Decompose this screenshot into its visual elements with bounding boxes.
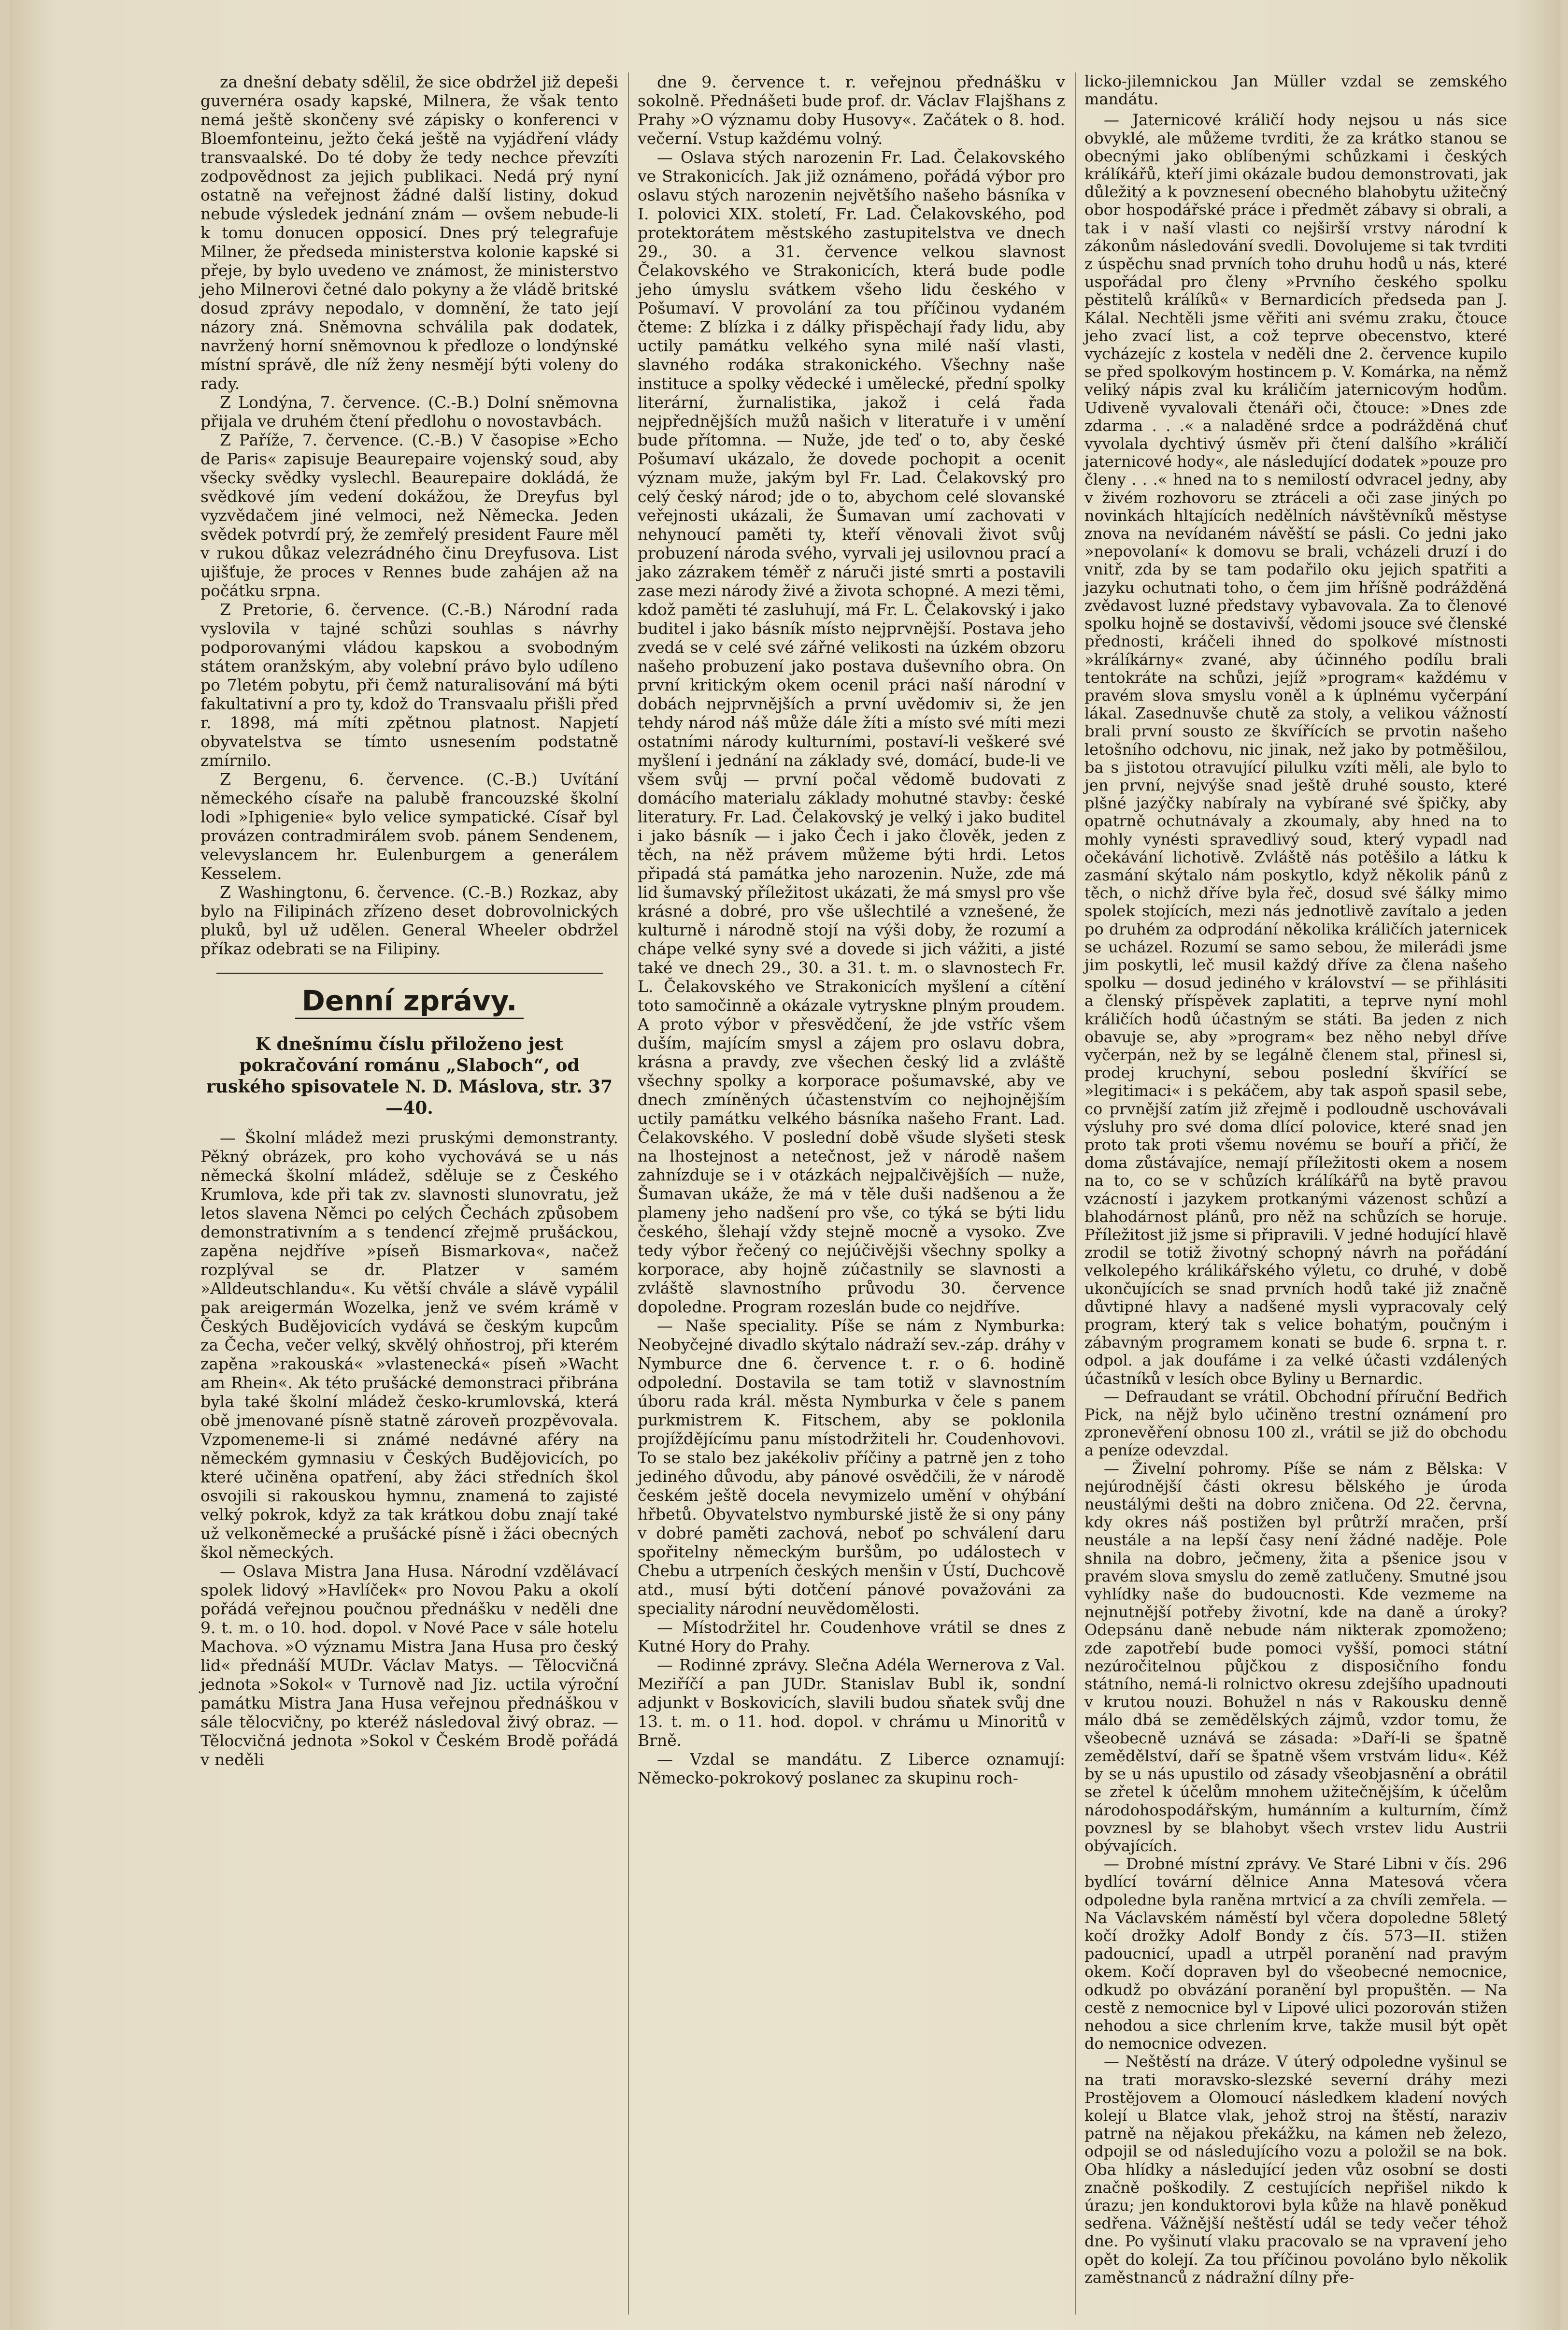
news-item-specialities: — Naše speciality. Píše se nám z Nymburka: Neobyčejné divadlo skýtalo nádraží sev.-záp. dráhy v Nymburce dne 6. července t. r. o 6. hodině odpolední. Dostavila se tam totiž v slavnostním úboru rada král. města Nymburka v čele s panem purkmistrem K. Fitschem, aby se poklonila projíždějícímu panu místodržiteli hr. Coudenhovovi. To se stalo bez jakékoliv příčiny a patrně jen z toho jediného důvodu, aby pánové osvědčili, že v národě českém ještě docela nevymizelo umění v ohýbání hřbetů. Obyvatelstvo nymburské jistě že si ony pány v dobré paměti zachová, neboť po schválení daru spořitelny německým buršům, po událostech v Chebu a utrpeních českých menšin v Ústí, Duchcově atd., musí býti dotčení pánové považováni za speciality národní neuvědomělosti.: [638, 1316, 1065, 1618]
column-3: [1084, 72, 1507, 2287]
news-item-celakovsky: — Oslava stých narozenin Fr. Lad. Čelakovského ve Strakonicích. Jak již oznámeno, pořádá výbor pro oslavu stých narozenin největšího našeho básníka v I. polovici XIX. století, Fr. Lad. Čelakovského, pod protektorátem městského zastupitelstva ve dnech 29., 30. a 31. července velkou slavnost Čelakovského ve Strakonicích, která bude podle jeho úmyslu svátkem všeho lidu českého v Pošumaví. V provolání za tou příčinou vydaném čteme: Z blízka i z dálky přispěchají řady lidu, aby uctily památku velkého syna milé naší vlasti, slavného rodáka strakonického. Všechny naše instituce a spolky vědecké i umělecké, přední spolky literární, žurnalistika, jakož i celá řada nejpřednějších mužů našich v literatuře i v umění bude přítomna. — Nuže, jde teď o to, aby české Pošumaví ukázalo, že dovede pochopit a ocenit význam muže, jakým byl Fr. Lad. Čelakovský pro celý český národ; jde o to, abychom celé slovanské veřejnosti ukázali, že Šumavan umí zachovati v nehynoucí paměti ty, kteří věnovali život svůj probuzení národa svého, vyrvali jej usilovnou prací a jako zázrakem téměř z náruči jisté smrti a postavili zase mezi národy živé a života schopné. A mezi těmi, kdož paměti té zasluhují, má Fr. L. Čelakovský i jako buditel i jako básník místo nejprvnější. Postava jeho zvedá se v celé své zářné velikosti na úzkém obzoru našeho probuzení jako postava duševního obra. On první kritickým okem ocenil práci naší národní v dobách nejprvnějších a první uvědomiv si, že jen tehdy národ náš může dále žíti a místo své míti mezi ostatními národy kulturními, postaví-li veškeré své myšlení i jednání na základy své, domácí, bude-li ve všem svůj — první počal vědomě budovati z domácího materialu základy mohutné stavby: české literatury. Fr. Lad. Čelakovský je velký i jako buditel i jako básník — i jako Čech i jako člověk, jeden z těch, na něž právem můžeme býti hrdi. Letos připadá stá památka jeho narozenin. Nuže, zde má lid šumavský příležitost ukázati, že má smysl pro vše krásné a dobré, pro vše ušlechtilé a vznešené, že kulturně i národně stojí na výši doby, že rozumí a chápe velké syny své a dovede si jich vážiti, a jisté také ve dnech 29., 30. a 31. t. m. o slavnostech Fr. L. Čelakovského ve Strakonicích myšlení a cítění toto samočinně a okázale vytryskne plným proudem. A proto výbor v přesvědčení, že jde vstříc všem duším, majícím smysl a zájem pro oslavu dobra, krásna a pravdy, zve všechen český lid a zvláště všechny spolky a korporace pošumavské, aby ve dnech zmíněných účastenstvím co nejhojnějším uctily památku velkého básníka našeho Frant. Lad. Čelakovského. V poslední době všude slyšeti stesk na lhostejnost a netečnost, jež v národě našem zahnízduje se i v otázkách nejpalčivějších — nuže, Šumavan ukáže, že má v těle duši nadšenou a že plameny jeho nadšení pro vše, co týká se býti lidu českého, šlehají vždy stejně mocně a vysoko. Zve tedy výbor řečený co nejúčivějši všechny spolky a korporace, aby hojně zúčastnily se slavnosti a zvláště slavnostního průvodu 30. července dopoledne. Program rozeslán bude co nejdříve.: [638, 148, 1065, 1316]
article-paragraph: licko-jilemnickou Jan Müller vzdal se zemského mandátu.: [1084, 72, 1507, 109]
news-item-local: — Drobné místní zprávy. Ve Staré Libni v čís. 296 bydlící tovární dělnice Anna Matesová včera odpoledne byla raněna mrtvicí a za chvíli zemřela. — Na Václavském náměstí byl včera dopoledne 58letý kočí drožky Adolf Bondy z čís. 573—II. stižen padoucnicí, upadl a utrpěl poranění nad pravým okem. Kočí dopraven byl do všeobecné nemocnice, odkudž po obvázání poranění byl propuštěn. — Na cestě z nemocnice byl v Lipové ulici pozorován stižen nehodou a sice chrlením krve, takže musil být opět do nemocnice odvezen.: [1084, 1855, 1507, 2053]
article-paragraph: dne 9. července t. r. veřejnou přednášku v sokolně. Přednášeti bude prof. dr. Václav Flajšhans z Prahy »O významu doby Husovy«. Začátek o 8. hod. večerní. Vstup každému volný.: [638, 72, 1065, 148]
news-item-hus-celebration: — Oslava Mistra Jana Husa. Národní vzdělávací spolek lidový »Havlíček« pro Novou Paku a okolí pořádá veřejnou poučnou přednášku v neděli dne 9. t. m. o 10. hod. dopol. v Nové Pace v sále hotelu Machova. »O významu Mistra Jana Husa pro český lid« přednáší MUDr. Václav Matys. — Tělocvičná jednota »Sokol« v Turnově nad Jiz. uctila výroční památku Mistra Jana Husa veřejnou přednáškou v sále tělocvičny, po kteréž následoval živý obraz. — Tělocvičná jednota »Sokol v Českém Brodě pořádá v neděli: [200, 1562, 618, 1769]
news-item-railway: — Neštěstí na dráze. V úterý odpoledne vyšinul se na trati moravsko-slezské severní dráhy mezi Prostějovem a Olomoucí následkem kladení nových kolejí u Blatce vlak, jehož stroj na štěstí, naraziv patrně na nějakou překážku, na kámen neb železo, odpojil se od následujícího vozu a položil se na bok. Oba hlídky a následující jeden vůz osobní se dosti značně poškodily. Z cestujících nepřišel nikdo k úrazu; jen konduktorovi byla kůže na hlavě poněkud sedřena. Vážnější neštěstí udál se tedy večer téhož dne. Po vyšinutí vlaku pracovalo se na vpravení jeho opět do kolejí. Za tou příčinou povoláno bylo několik zaměstnanců z nádražní dílny pře-: [1084, 2052, 1507, 2287]
newspaper-page: [10, 0, 1560, 2330]
news-item-washington: Z Washingtonu, 6. července. (C.-B.) Rozkaz, aby bylo na Filipinách zřízeno deset dobrovolnických pluků, byl už udělen. General Wheeler obdržel příkaz odebrati se na Filipiny.: [200, 883, 618, 958]
section-title: Denní zprávy.: [295, 984, 524, 1019]
news-item-school-youth: — Školní mládež mezi pruskými demonstranty. Pěkný obrázek, pro koho vychovává se u nás německá školní mládež, sděluje se z Českého Krumlova, kde při tak zv. slavnosti slunovratu, jež letos slavena Němci po celých Čechách způsobem demonstrativním a s tendencí zřejmě prušáckou, zapěna nejdříve »píseň Bismarkova«, načež rozplýval se dr. Platzer v samém »Alldeutschlandu«. Ku větší chvále a slávě vypálil pak areigermán Wozelka, jenž ve svém krámě v Českých Budějovicích vydává se českým kupcům za Čecha, večer velký, skvělý ohňostroj, při kterém zapěna »rakouská« »vlastenecká« píseň »Wacht am Rhein«. Ak této prušácké demonstraci přibrána byla také školní mládež česko-krumlovská, která obě jmenované písně statně zároveň prozpěvovala. Vzpomeneme-li si známé nedávné aféry na německém gymnasiu v Českých Budějovicích, po které učiněna opatření, aby žáci středních škol osvojili si rakouskou hymnu, znamená to zajisté velký pokrok, když za tak krátkou dobu znají také už velkoněmecké a prušácké písně i žáci obecných škol německých.: [200, 1128, 618, 1562]
column-1: [200, 72, 618, 1769]
news-item-pretoria: Z Pretorie, 6. července. (C.-B.) Národní rada vyslovila v tajné schůzi souhlas s návrhy podporovanými vládou kapskou a svobodným státem oranžským, aby volební právo bylo udíleno po 7letém pobytu, při čemž naturalisování má býti fakultativní a pro ty, kdož do Transvaalu přišli před r. 1898, má míti zpětnou platnost. Napjetí obyvatelstva se tímto usnesením podstatně zmírnilo.: [200, 600, 618, 770]
supplement-notice: K dnešnímu číslu přiloženo jest pokračování románu „Slaboch“, od ruského spisovatele N. D. Máslova, str. 37—40.: [206, 1034, 613, 1118]
article-paragraph: za dnešní debaty sdělil, že sice obdržel již depeši guvernéra osady kapské, Milnera, že však tento nemá ještě skončeny své zápisky o konferenci v Bloemfonteinu, ježto čeká ještě na vyjádření vlády transvaalské. Do té doby že tedy nechce převzíti zodpovědnost za jejich publikaci. Nedá prý nyní ostatně na veřejnost žádné další listiny, dokud nebude výsledek jednání znám — ovšem nebude-li k tomu donucen opposicí. Dnes prý telegrafuje Milner, že předseda ministerstva kolonie kapské si přeje, by bylo uvedeno ve známost, že ministerstvo jeho Milnerovi četné dalo pokyny a že vládě britské dosud zprávy nepodalo, v domnění, že tato její názory zná. Sněmovna schválila pak dodatek, navržený horní sněmovnou k předloze o londýnské místní správě, dle níž ženy nesmějí býti voleny do rady.: [200, 72, 618, 393]
section-header: [200, 984, 618, 1019]
section-divider: [216, 973, 603, 974]
news-item-rabbit-feast: — Jaternicové králičí hody nejsou u nás sice obvyklé, ale můžeme tvrditi, že za krátko stanou se obecnými jako oblíbenými schůzkami i českých králíkářů, kteří jimi okázale budou demonstrovati, jak důležitý a k povznesení obecného blahobytu užitečný obor hospodářské práce i předmět zábavy si obrali, a tak i v naší vlasti co nejširší vrstvy národní k zákonům následování svedli. Dovolujeme si tak tvrditi z úspěchu snad prvních toho druhu hodů u nás, které uspořádal pro členy »Prvního českého spolku pěstitelů králíků« v Bernardicích předseda pan J. Kálal. Nechtěli jsme věřiti ani svému zraku, čtouce jeho zvací list, a což teprve obecenstvo, které vycházejíc z kostela v neděli dne 2. července kupilo se před spolkovým hostincem p. V. Komárka, na němž veliký nápis zval ku králičím jaternicovým hodům. Udiveně vyvalovali čtenáři oči, čtouce: »Dnes zde zdarma . . .« a naladěné srdce a podrážděná chuť vyvolala dychtivý úsměv při čtení dalšího »králičí jaternicové hody«, ale následující dodatek »pouze pro členy . . .« hned na to s nemilostí odvracel jedny, aby v živém rozhovoru se ztráceli a oči zase jiných po novinkách hltajících nedělních návštěvníků městyse znova na nevídaném návěští se pásli. Co jedni jako »nepovolaní« k domovu se brali, vcházeli druzí i do vnitř, zda by se tam podařilo oku jejich spatřiti a jazyku ochutnati toho, o čem jim hříšně podrážděná zvědavost luzné představy vybavovala. Za to členové spolku hojně se dostavivší, vědomi jsouce své členské přednosti, kráčeli ihned do spolkové místnosti »králíkárny« zvané, aby účinného podílu brali tentokráte na schůzi, jejíž »program« každému v pravém slova smyslu voněl a k úplnému vyčerpání lákal. Zasednuvše chutě za stoly, a velikou vážností brali první sousto ze škvířících se prvotin našeho letošního odchovu, nic jinak, než jako by potměšilou, ba s jistotou otravující pilulku vzíti měli, ale bylo to jen první, nejvýše snad ještě druhé sousto, které plšné jazýčky nabíraly na vybírané své špičky, aby opatrně ochutnávaly a zkoumaly, aby hned na to mohly vynésti spravedlivý soud, který vypadl nad očekávání lichotivě. Zvláště nás potěšilo a látku k zasmání skýtalo nám poskytlo, když několik pánů z těch, o nichž dříve byla řeč, dosud své šálky mimo spolek stojících, mezi nás jednotlivě zavítalo a jeden po druhém za odprodání několika králičích jaternicek se ucházel. Rozumí se samo sebou, že milerádi jsme jim poskytli, leč musil každý dříve za člena našeho spolku — dosud jediného v království — se přihlásiti a členský příspěvek zaplatiti, a teprve nyní mohl králičích hodů účastným se státi. Ba jeden z nich obavuje se, aby »program« bez něho nebyl dříve vyčerpán, než by se legálně členem stal, přinesl si, prodej kruchyní, sebou poslední škvířící se »legitimaci« i s pekáčem, aby tak aspoň spasil sebe, co prvnější zatím již zřejmě i podloudně uschovávali výsluhy pro své doma dlící polovice, které snad jen proto tak proti všemu novému se bouří a přičí, že doma zůstávajíce, nemají příležitosti okem a nosem na to, co se v schůzích králíkářů na bytě pravou vzácností i jazykem protkanými vázenost schůzí a blahodárnost plánů, pro něž na schůzích se horuje. Příležitost již jsme si připravili. V jedné hodující hlavě zrodil se totiž životný schopný návrh na pořádání velkolepého králikářského výletu, co druhé, v době ukončujících se snad prvních hodů také již značně důvtipné hlavy a nadšené mysli vypracovaly celý program, který tak s velice bohatým, poučným i zábavným programem konati se bude 6. srpna t. r. odpol. a jak doufáme i za velké účasti vzdálených účastníků v lesích obce Byliny u Bernardic.: [1084, 111, 1507, 1388]
news-item-london: Z Londýna, 7. července. (C.-B.) Dolní sněmovna přijala ve druhém čtení předlohu o novostavbách.: [200, 393, 618, 431]
column-rule: [1075, 72, 1076, 2315]
news-item-governor: — Místodržitel hr. Coudenhove vrátil se dnes z Kutné Hory do Prahy.: [638, 1618, 1065, 1655]
news-item-mandate: — Vzdal se mandátu. Z Liberce oznamují: Německo-pokrokový poslanec za skupinu roch-: [638, 1750, 1065, 1787]
news-item-family: — Rodinné zprávy. Slečna Adéla Wernerova z Val. Meziříčí a pan JUDr. Stanislav Bubl ik, sondní adjunkt v Boskovicích, slavili budou sňatek svůj dne 13. t. m. o 11. hod. dopol. v chrámu u Minoritů v Brně.: [638, 1655, 1065, 1750]
news-item-paris: Z Paříže, 7. července. (C.-B.) V časopise »Echo de Paris« zapisuje Beaurepaire vojenský soud, aby všecky svědky vyslechl. Beaurepaire dokládá, že svědkové jím vedení dokážou, že Dreyfus byl vyzvědačem jiné velmoci, než Německa. Jeden svědek potvrdí prý, že zemřelý president Faure měl v rukou důkaz velezrádného činu Dreyfusova. List ujišťuje, že proces v Rennes bude zahájen až na počátku srpna.: [200, 431, 618, 600]
column-2: [638, 72, 1065, 1787]
news-item-bergen: Z Bergenu, 6. července. (C.-B.) Uvítání německého císaře na palubě francouzské školní lodi »Iphigenie« bylo velice sympatické. Císař byl provázen contradmirálem svob. pánem Sendenem, velevyslancem hr. Eulenburgem a generálem Kesselem.: [200, 770, 618, 883]
news-item-defraudant: — Defraudant se vrátil. Obchodní příruční Bedřich Pick, na nějž bylo učiněno trestní oznámení pro zpronevěření obnosu 100 zl., vrátil se již do obchodu a peníze odevzdal.: [1084, 1387, 1507, 1460]
news-item-disasters: — Živelní pohromy. Píše se nám z Bělska: V nejúrodnější části okresu bělského je úroda neustálými dešti na dobro zničena. Od 22. června, kdy okres náš postižen byl průtrží mračen, prší neustále a na lepší časy není žádné naděje. Pole shnila na dobro, ječmeny, žita a pšenice jsou v pravém slova smyslu do země zatlučeny. Smutné jsou vyhlídky naše do budoucnosti. Kde vezmeme na nejnutnější potřeby životní, kde na daně a úroky? Odepsánu daně nebude nám nikterak zpomoženo; zde zapotřebí bude pomoci vyšší, pomoci státní nezúročitelnou půjčkou z disposičního fondu státního, nemá-li rolnictvo okresu zdejšího upadnouti v krutou nouzi. Bohužel n nás v Rakousku denně málo dbá se zemědělských zájmů, vzdor tomu, že všeobecně uznává se zásada: »Daří-li se špatně zemědělství, daří se špatně všem vrstvám lidu«. Kéž by se u nás upustilo od zásady všeobjasnění a obrátil se zřetel k účelům mnohem užitečnějším, k účelům národohospodářským, humánním a kulturním, čímž povznesl by se blahobyt všech vrstev lidu Austrii obývajících.: [1084, 1459, 1507, 1855]
column-rule: [628, 72, 629, 2315]
